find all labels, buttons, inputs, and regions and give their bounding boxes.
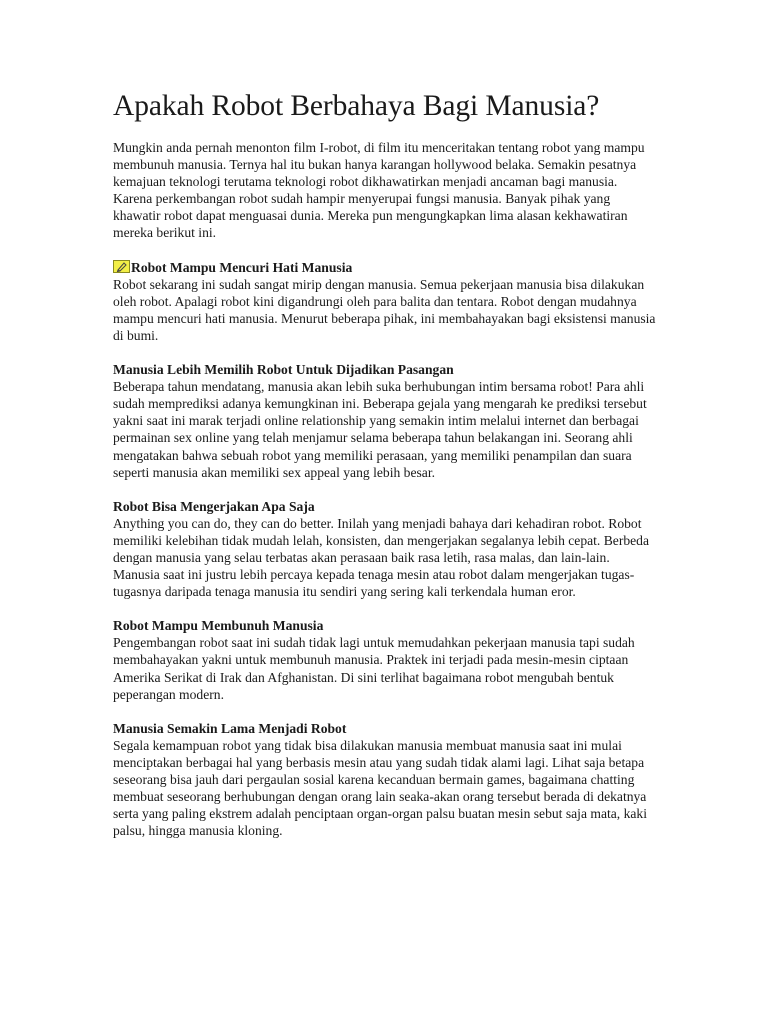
section-heading-text: Robot Mampu Mencuri Hati Manusia (131, 259, 353, 275)
section-4 (113, 617, 658, 702)
section-1 (113, 259, 658, 344)
section-heading: Manusia Lebih Memilih Robot Untuk Dijadikan Pasangan (113, 362, 454, 378)
section-5 (113, 720, 658, 840)
section-body: Robot sekarang ini sudah sangat mirip dengan manusia. Semua pekerjaan manusia bisa dilakukan oleh robot. Apalagi robot kini digandrungi oleh para balita dan tentara. Robot dengan mudahnya mampu mencuri hati manusia. Menurut beberapa pihak, ini membahayakan bagi eksistensi manusia di bumi. (113, 276, 656, 343)
document-title: Apakah Robot Berbahaya Bagi Manusia? (113, 90, 600, 122)
document-page (113, 88, 658, 856)
section-heading: Robot Bisa Mengerjakan Apa Saja (113, 498, 315, 514)
section-heading: Robot Mampu Membunuh Manusia (113, 618, 324, 634)
section-heading: Manusia Semakin Lama Menjadi Robot (113, 720, 347, 736)
section-body: Beberapa tahun mendatang, manusia akan lebih suka berhubungan intim bersama robot! Para ahli sudah memprediksi adanya kemungkinan ini. Beberapa gejala yang mengarah ke prediksi tersebut yakni saat ini marak terjadi online relationship yang semakin intim melalui internet dan berbagai permainan sex online yang telah menjamur selama beberapa tahun belakangan ini. Seorang ahli mengatakan bahwa sebuah robot yang memiliki perasaan, yang memiliki penampilan dan suara seperti manusia akan memiliki sex appeal yang lebih besar. (113, 379, 647, 480)
intro-paragraph: Mungkin anda pernah menonton film I-robot, di film itu menceritakan tentang robot yang mampu membunuh manusia. Ternya hal itu bukan hanya karangan hollywood belaka. Semakin pesatnya kemajuan teknologi terutama teknologi robot dikhawatirkan menjadi ancaman bagi manusia. Karena perkembangan robot sudah hampir menyerupai fungsi manusia. Banyak pihak yang khawatir robot dapat menguasai dunia. Mereka pun mengungkapkan lima alasan kekhawatiran mereka berikut ini. (113, 140, 645, 241)
pencil-note-icon[interactable] (113, 260, 130, 273)
section-body: Pengembangan robot saat ini sudah tidak lagi untuk memudahkan pekerjaan manusia tapi sudah membahayakan yakni untuk membunuh manusia. Praktek ini terjadi pada mesin-mesin ciptaan Amerika Serikat di Irak dan Afghanistan. Di sini terlihat bagaimana robot mengubah bentuk peperangan modern. (113, 635, 635, 702)
section-3 (113, 498, 658, 601)
section-2 (113, 361, 658, 481)
section-body: Segala kemampuan robot yang tidak bisa dilakukan manusia membuat manusia saat ini mulai menciptakan berbagai hal yang berbasis mesin atau yang sudah tidak alami lagi. Lihat saja betapa seseorang bisa jauh dari pergaulan sosial karena kecanduan bermain games, bagaimana chatting membuat seseorang berhubungan dengan orang lain seaka-akan orang tersebut berada di dekatnya serta yang paling ekstrem adalah penciptaan organ-organ palsu buatan mesin sebut saja mata, kaki palsu, hingga manusia kloning. (113, 737, 648, 839)
section-body: Anything you can do, they can do better. Inilah yang menjadi bahaya dari kehadiran robot. Robot memiliki kelebihan tidak mudah lelah, konsisten, dan mengerjakan segalanya lebih cepat. Berbeda dengan manusia yang selau terbatas akan perasaan baik rasa letih, rasa malas, dan lain-lain. Manusia saat ini justru lebih percaya kepada tenaga mesin atau robot dalam mengerjakan tugas-tugasnya daripada tenaga manusia itu sendiri yang sering kali terkendala human eror. (113, 515, 650, 600)
section-heading (113, 259, 658, 276)
